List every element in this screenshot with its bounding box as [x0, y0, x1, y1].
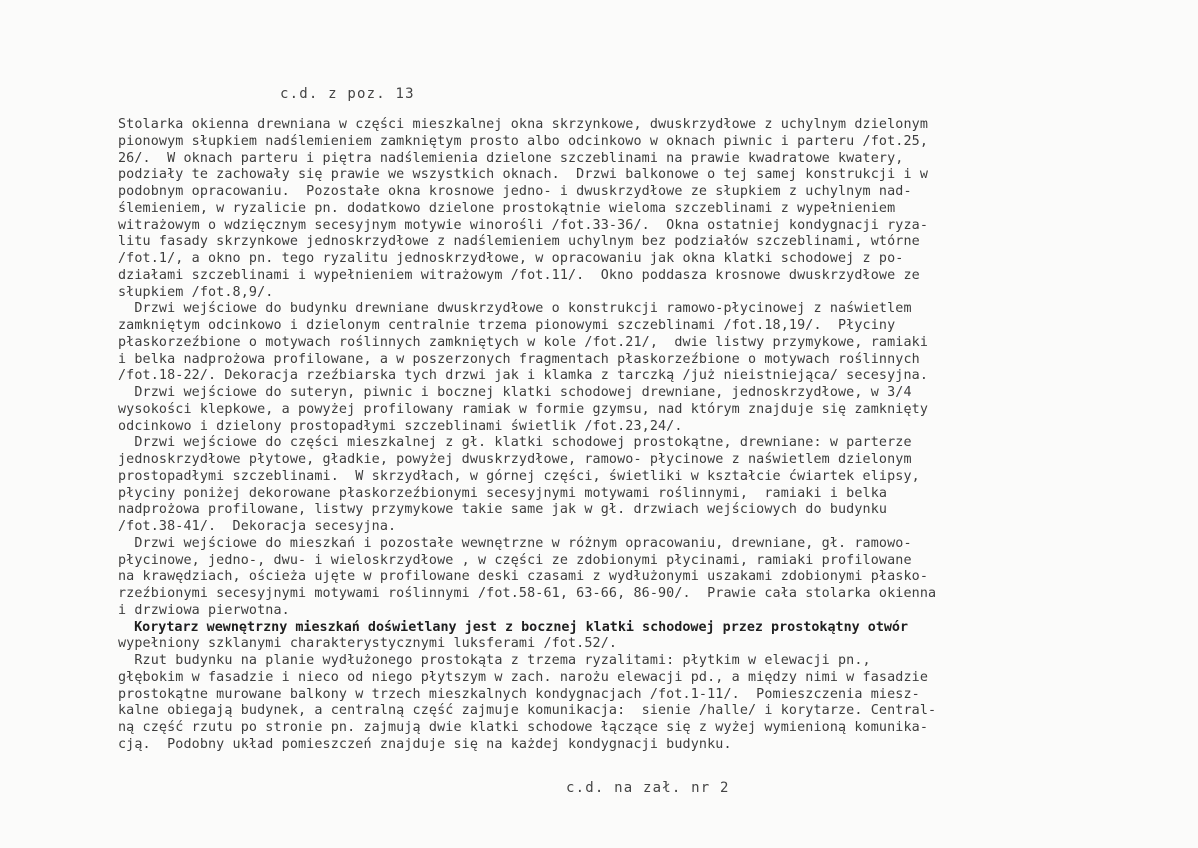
- text-line: rzeźbionymi secesyjnymi motywami roślinnymi /fot.58-61, 63-66, 86-90/. Prawie cała stolarka okienna: [118, 586, 937, 601]
- text-line: Drzwi wejściowe do suteryn, piwnic i bocznej klatki schodowej drewniane, jednoskrzydłowe, w 3/4: [118, 385, 912, 400]
- text-line: płycinowe, jedno-, dwu- i wieloskrzydłowe , w części ze zdobionymi płycinami, ramiaki profilowane: [118, 552, 912, 568]
- text-line: i drzwiowa pierwotna.: [118, 602, 290, 618]
- text-line: Drzwi wejściowe do mieszkań i pozostałe wewnętrzne w różnym opracowaniu, drewniane, gł. ramowo-: [118, 535, 912, 551]
- text-line: Korytarz wewnętrzny mieszkań doświetlany jest z bocznej klatki schodowej przez prostokątny otwór: [118, 619, 909, 635]
- text-line: wysokości klepkowe, a powyżej profilowany ramiak w formie gzymsu, nad którym znajduje się zamknięty: [118, 401, 929, 417]
- text-line: cją. Podobny układ pomieszczeń znajduje się na każdej kondygnacji budynku.: [118, 736, 732, 752]
- text-line: prostopadłymi szczeblinami. W skrzydłach, w górnej części, świetliki w kształcie ćwiartek elipsy,: [118, 468, 920, 484]
- text-line: podobnym opracowaniu. Pozostałe okna krosnowe jedno- i dwuskrzydłowe ze słupkiem z uchylnym nad-: [118, 184, 912, 199]
- continuation-header: c.d. z poz. 13: [280, 86, 415, 102]
- text-line: Drzwi wejściowe do budynku drewniane dwuskrzydłowe o konstrukcji ramowo-płycinowej z naświetlem: [118, 301, 912, 317]
- text-line: kalne obiegają budynek, a centralną część zajmuje komunikacja: sienie /halle/ i korytarze. Central-: [118, 703, 937, 719]
- text-line: prostokątne murowane balkony w trzech mieszkalnych kondygnacjach /fot.1-11/. Pomieszczenia miesz-: [118, 686, 920, 702]
- text-line: podziały te zachowały się prawie we wszystkich oknach. Drzwi balkonowe o tej samej konstrukcji i w: [118, 167, 929, 183]
- text-line: i belka nadprożowa profilowane, a w poszerzonych fragmentach płaskorzeźbione o motywach roślinnych: [118, 351, 920, 367]
- document-body: [118, 117, 1123, 754]
- text-line: płaskorzeźbione o motywach roślinnych zamkniętych w kole /fot.21/, dwie listwy przymykowe, ramiaki: [118, 334, 929, 350]
- text-line: jednoskrzydłowe płytowe, gładkie, powyżej dwuskrzydłowe, ramowo- płycinowe z naświetlem dzielonym: [118, 452, 912, 467]
- text-line: pionowym słupkiem nadślemieniem zamkniętym prosto albo odcinkowo w oknach piwnic i parteru /fot.25,: [118, 133, 929, 149]
- text-line: głębokim w fasadzie i nieco od niego płytszym w zach. narożu elewacji pd., a między nimi w fasadzie: [118, 669, 929, 685]
- text-line: ślemieniem, w ryzalicie pn. dodatkowo dzielone prostokątnie wieloma szczeblinami z wypełnieniem: [118, 200, 896, 216]
- text-line: na krawędziach, ościeża ujęte w profilowane deski czasami z wydłużonymi uszakami zdobionymi płasko-: [118, 569, 929, 585]
- text-line: wypełniony szklanymi charakterystycznymi luksferami /fot.52/.: [118, 636, 618, 652]
- text-line: witrażowym o wdzięcznym secesyjnym motywie winorośli /fot.33-36/. Okna ostatniej kondygnacji ryza-: [118, 217, 929, 233]
- text-line: nadprożowa profilowane, listwy przymykowe takie same jak w gł. drzwiach wejściowych do budynku: [118, 502, 888, 518]
- text-line: /fot.18-22/. Dekoracja rzeźbiarska tych drzwi jak i klamka z tarczką /już nieistniejąca/ secesyjna.: [118, 368, 929, 384]
- text-line: płyciny poniżej dekorowane płaskorzeźbionymi secesyjnymi motywami roślinnymi, ramiaki i belka: [118, 485, 888, 501]
- text-line: litu fasady skrzynkowe jednoskrzydłowe z nadślemieniem uchylnym bez podziałów szczeblinami, wtórne: [118, 234, 920, 250]
- text-line: Rzut budynku na planie wydłużonego prostokąta z trzema ryzalitami: płytkim w elewacji pn.,: [118, 653, 871, 668]
- text-line: Drzwi wejściowe do części mieszkalnej z gł. klatki schodowej prostokątne, drewniane: w parterze: [118, 435, 912, 451]
- text-line: 26/. W oknach parteru i piętra nadślemienia dzielone szczeblinami na prawie kwadratowe kwatery,: [118, 150, 904, 166]
- text-line: Stolarka okienna drewniana w części mieszkalnej okna skrzynkowe, dwuskrzydłowe z uchylnym dzielonym: [118, 117, 929, 132]
- text-line: działami szczeblinami i wypełnieniem witrażowym /fot.11/. Okno poddasza krosnowe dwuskrzydłowe ze: [118, 267, 920, 283]
- text-line: odcinkowo i dzielony prostopadłymi szczeblinami świetlik /fot.23,24/.: [118, 418, 683, 434]
- text-line: /fot.1/, a okno pn. tego ryzalitu jednoskrzydłowe, w opracowaniu jak okna klatki schodowej z po-: [118, 251, 904, 266]
- continuation-footer: c.d. na zał. nr 2: [566, 780, 730, 796]
- text-line: słupkiem /fot.8,9/.: [118, 284, 274, 300]
- text-line: /fot.38-41/. Dekoracja secesyjna.: [118, 519, 397, 534]
- text-line: ną część rzutu po stronie pn. zajmują dwie klatki schodowe łączące się z wyżej wymienioną komunika-: [118, 720, 929, 735]
- text-line: zamkniętym odcinkowo i dzielonym centralnie trzema pionowymi szczeblinami /fot.18,19/. Płyciny: [118, 318, 896, 333]
